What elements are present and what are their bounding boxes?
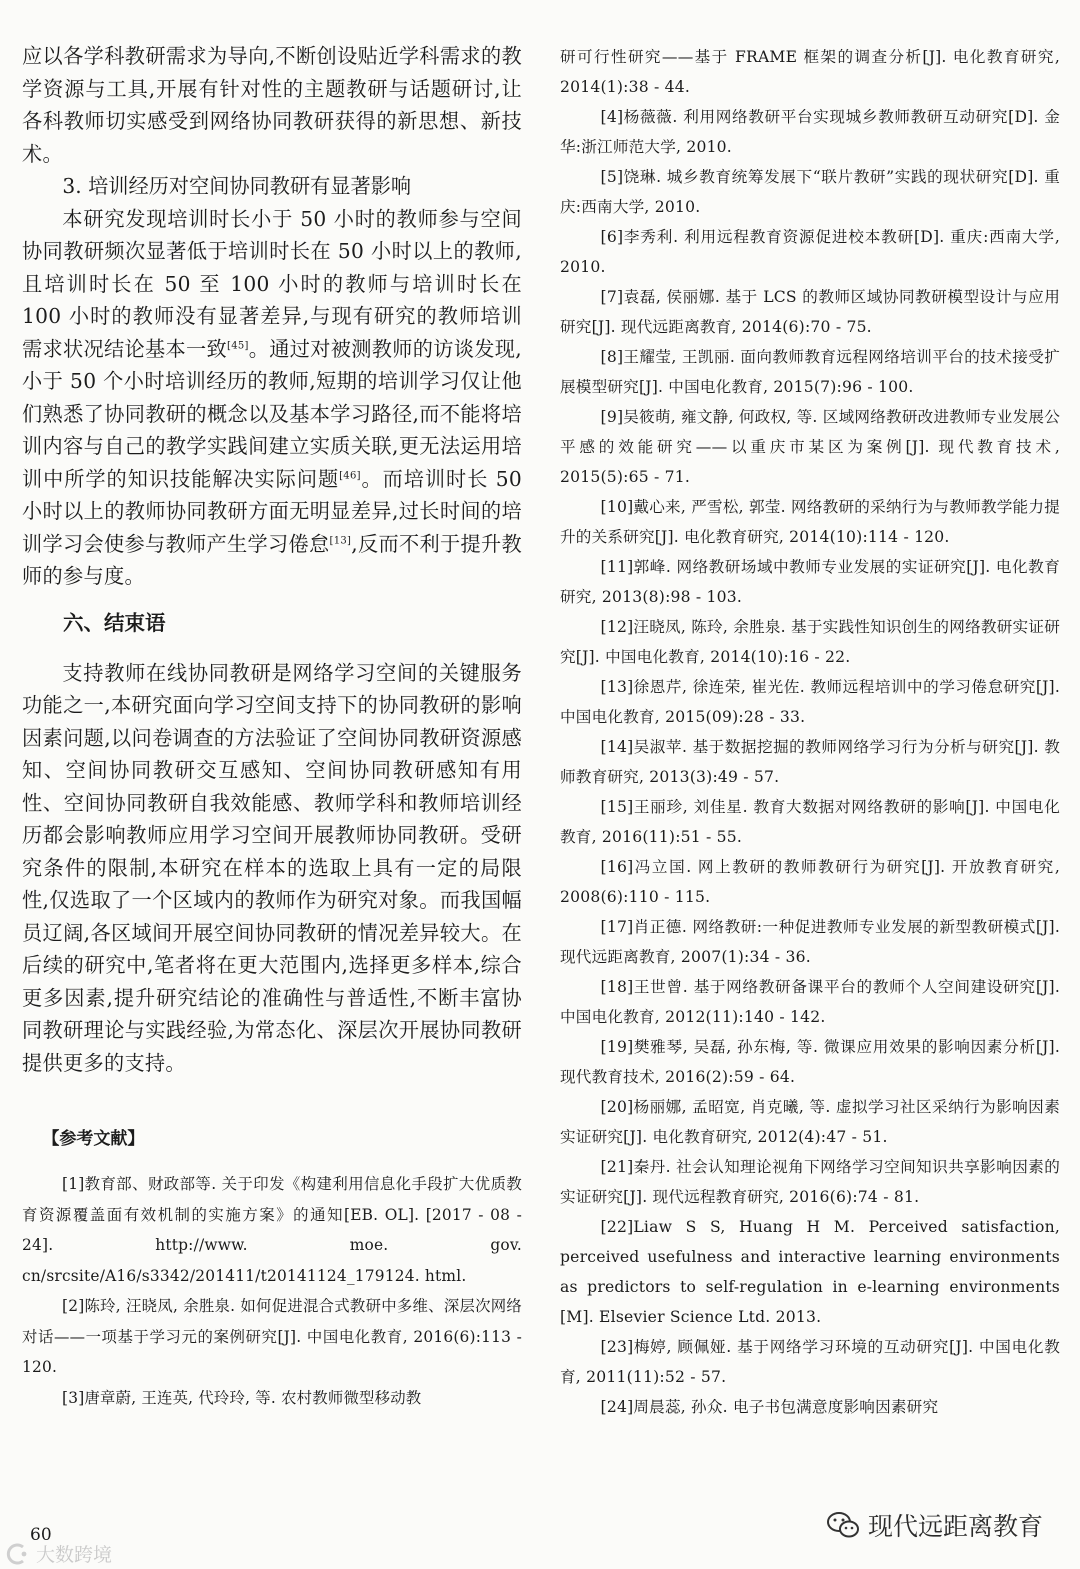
reference-item: [19]樊雅琴, 吴磊, 孙东梅, 等. 微课应用效果的影响因素分析[J]. 现代教育技术, 2016(2):59 - 64. xyxy=(560,1038,1060,1086)
citation-13: [13] xyxy=(329,534,352,546)
reference-item: [1]教育部、财政部等. 关于印发《构建利用信息化手段扩大优质教育资源覆盖面有效机制的实施方案》的通知[EB. OL]. [2017 - 08 - 24]. http://www. moe. gov. cn/srcsite/A16/s3342/201411/t20141124_179124. html. xyxy=(22,1175,522,1285)
reference-item: [16]冯立国. 网上教研的教师教研行为研究[J]. 开放教育研究, 2008(6):110 - 115. xyxy=(560,858,1060,906)
page-number: 60 xyxy=(30,1525,52,1545)
text-run: 本研究发现培训时长小于 50 小时的教师参与空间协同教研频次显著低于培训时长在 50 小时以上的教师,且培训时长在 50 至 100 小时的教师与培训时长在 100 小时的教师没有显著差异,与现有研究的教师培训需求状况结论基本一致 xyxy=(22,206,522,361)
body-paragraph-training xyxy=(22,203,522,593)
reference-item: [5]饶琳. 城乡教育统筹发展下“联片教研”实践的现状研究[D]. 重庆:西南大学, 2010. xyxy=(560,168,1060,216)
c-logo-icon xyxy=(4,1541,30,1567)
reference-item: [10]戴心来, 严雪松, 郭莹. 网络教研的采纳行为与教师教学能力提升的关系研究[J]. 电化教育研究, 2014(10):114 - 120. xyxy=(560,498,1060,546)
reference-item: [9]吴筱萌, 雍文静, 何政权, 等. 区域网络教研改进教师专业发展公平感的效能研究——以重庆市某区为案例[J]. 现代教育技术, 2015(5):65 - 71. xyxy=(560,408,1060,486)
reference-item: [8]王耀莹, 王凯丽. 面向教师教育远程网络培训平台的技术接受扩展模型研究[J]. 中国电化教育, 2015(7):96 - 100. xyxy=(560,348,1060,396)
reference-item: [6]李秀利. 利用远程教育资源促进校本教研[D]. 重庆:西南大学, 2010. xyxy=(560,228,1060,276)
right-column xyxy=(560,42,1060,1422)
reference-item: [22]Liaw S S, Huang H M. Perceived satisfaction, perceived usefulness and interactive learning environments as predictors to self-regulation in e-learning environments [M]. Elsevier Science Ltd. 2013. xyxy=(560,1218,1060,1326)
body-paragraph-intro: 应以各学科教研需求为导向,不断创设贴近学科需求的教学资源与工具,开展有针对性的主题教研与话题研讨,让各科教师切实感受到网络协同教研获得的新思想、新技术。 xyxy=(22,44,522,166)
body-paragraph-conclusion: 支持教师在线协同教研是网络学习空间的关键服务功能之一,本研究面向学习空间支持下的协同教研的影响因素问题,以问卷调查的方法验证了空间协同教研资源感知、空间协同教研交互感知、空间协同教研感知有用性、空间协同教研自我效能感、教师学科和教师培训经历都会影响教师应用学习空间开展教师协同教研。受研究条件的限制,本研究在样本的选取上具有一定的局限性,仅选取了一个区域内的教师作为研究对象。而我国幅员辽阔,各区域间开展空间协同教研的情况差异较大。在后续的研究中,笔者将在更大范围内,选择更多样本,综合更多因素,提升研究结论的准确性与普适性,不断丰富协同教研理论与实践经验,为常态化、深层次开展协同教研提供更多的支持。 xyxy=(22,660,522,1075)
watermark-right-text: 现代远距离教育 xyxy=(868,1512,1044,1541)
reference-item: [2]陈玲, 汪晓凤, 余胜泉. 如何促进混合式教研中多维、深层次网络对话——一项基于学习元的案例研究[J]. 中国电化教育, 2016(6):113 - 120. xyxy=(22,1297,522,1376)
reference-continuation: 研可行性研究——基于 FRAME 框架的调查分析[J]. 电化教育研究, 2014(1):38 - 44. xyxy=(560,48,1060,96)
text-run: 。通过对被测教师的访谈发现,小于 50 个小时培训经历的教师,短期的培训学习仅让他们熟悉了协同教研的概念以及基本学习路径,而不能将培训内容与自己的教学实践间建立实质关联,更无法运用培训中所学的知识技能解决实际问题 xyxy=(22,336,522,491)
left-column xyxy=(22,40,522,1413)
citation-46: [46] xyxy=(339,469,361,481)
reference-item: [20]杨丽娜, 孟昭宽, 肖克曦, 等. 虚拟学习社区采纳行为影响因素实证研究[J]. 电化教育研究, 2012(4):47 - 51. xyxy=(560,1098,1060,1146)
wechat-icon xyxy=(826,1511,860,1539)
citation-45: [45] xyxy=(227,339,249,351)
reference-item: [17]肖正德. 网络教研:一种促进教师专业发展的新型教研模式[J]. 现代远距离教育, 2007(1):34 - 36. xyxy=(560,918,1060,966)
reference-item: [4]杨薇薇. 利用网络教研平台实现城乡教师教研互动研究[D]. 金华:浙江师范大学, 2010. xyxy=(560,108,1060,156)
reference-item: [12]汪晓凤, 陈玲, 余胜泉. 基于实践性知识创生的网络教研实证研究[J]. 中国电化教育, 2014(10):16 - 22. xyxy=(560,618,1060,666)
reference-item: [21]秦丹. 社会认知理论视角下网络学习空间知识共享影响因素的实证研究[J]. 现代远程教育研究, 2016(6):74 - 81. xyxy=(560,1158,1060,1206)
references-heading: 【参考文献】 xyxy=(42,1129,145,1149)
reference-item: [23]梅婷, 顾佩娅. 基于网络学习环境的互动研究[J]. 中国电化教育, 2011(11):52 - 57. xyxy=(560,1338,1060,1386)
reference-item: [11]郭峰. 网络教研场域中教师专业发展的实证研究[J]. 电化教育研究, 2013(8):98 - 103. xyxy=(560,558,1060,606)
reference-item: [15]王丽珍, 刘佳星. 教育大数据对网络教研的影响[J]. 中国电化教育, 2016(11):51 - 55. xyxy=(560,798,1060,846)
reference-item: [18]王世曾. 基于网络教研备课平台的教师个人空间建设研究[J]. 中国电化教育, 2012(11):140 - 142. xyxy=(560,978,1060,1026)
section-heading-conclusion: 六、结束语 xyxy=(63,610,166,635)
reference-item: [3]唐章蔚, 王连英, 代玲玲, 等. 农村教师微型移动教 xyxy=(62,1388,422,1407)
reference-item: [14]吴淑苹. 基于数据挖掘的教师网络学习行为分析与研究[J]. 教师教育研究, 2013(3):49 - 57. xyxy=(560,738,1060,786)
text-run: ,反而不利于提升教师的参与度。 xyxy=(22,531,522,588)
text-run: 。而培训时长 50 小时以上的教师协同教研方面无明显差异,过长时间的培训学习会使参与教师产生学习倦怠 xyxy=(22,466,522,556)
subheading-training: 3. 培训经历对空间协同教研有显著影响 xyxy=(62,174,412,198)
reference-item: [7]袁磊, 侯丽娜. 基于 LCS 的教师区域协同教研模型设计与应用研究[J]. 现代远距离教育, 2014(6):70 - 75. xyxy=(560,288,1060,336)
reference-item: [24]周晨蕊, 孙众. 电子书包满意度影响因素研究 xyxy=(600,1398,939,1416)
reference-item: [13]徐恩芹, 徐连荣, 崔光佐. 教师远程培训中的学习倦怠研究[J]. 中国电化教育, 2015(09):28 - 33. xyxy=(560,678,1060,726)
watermark-left xyxy=(4,1540,112,1567)
watermark-left-text: 大数跨境 xyxy=(36,1544,113,1566)
watermark-right xyxy=(820,1505,1049,1545)
